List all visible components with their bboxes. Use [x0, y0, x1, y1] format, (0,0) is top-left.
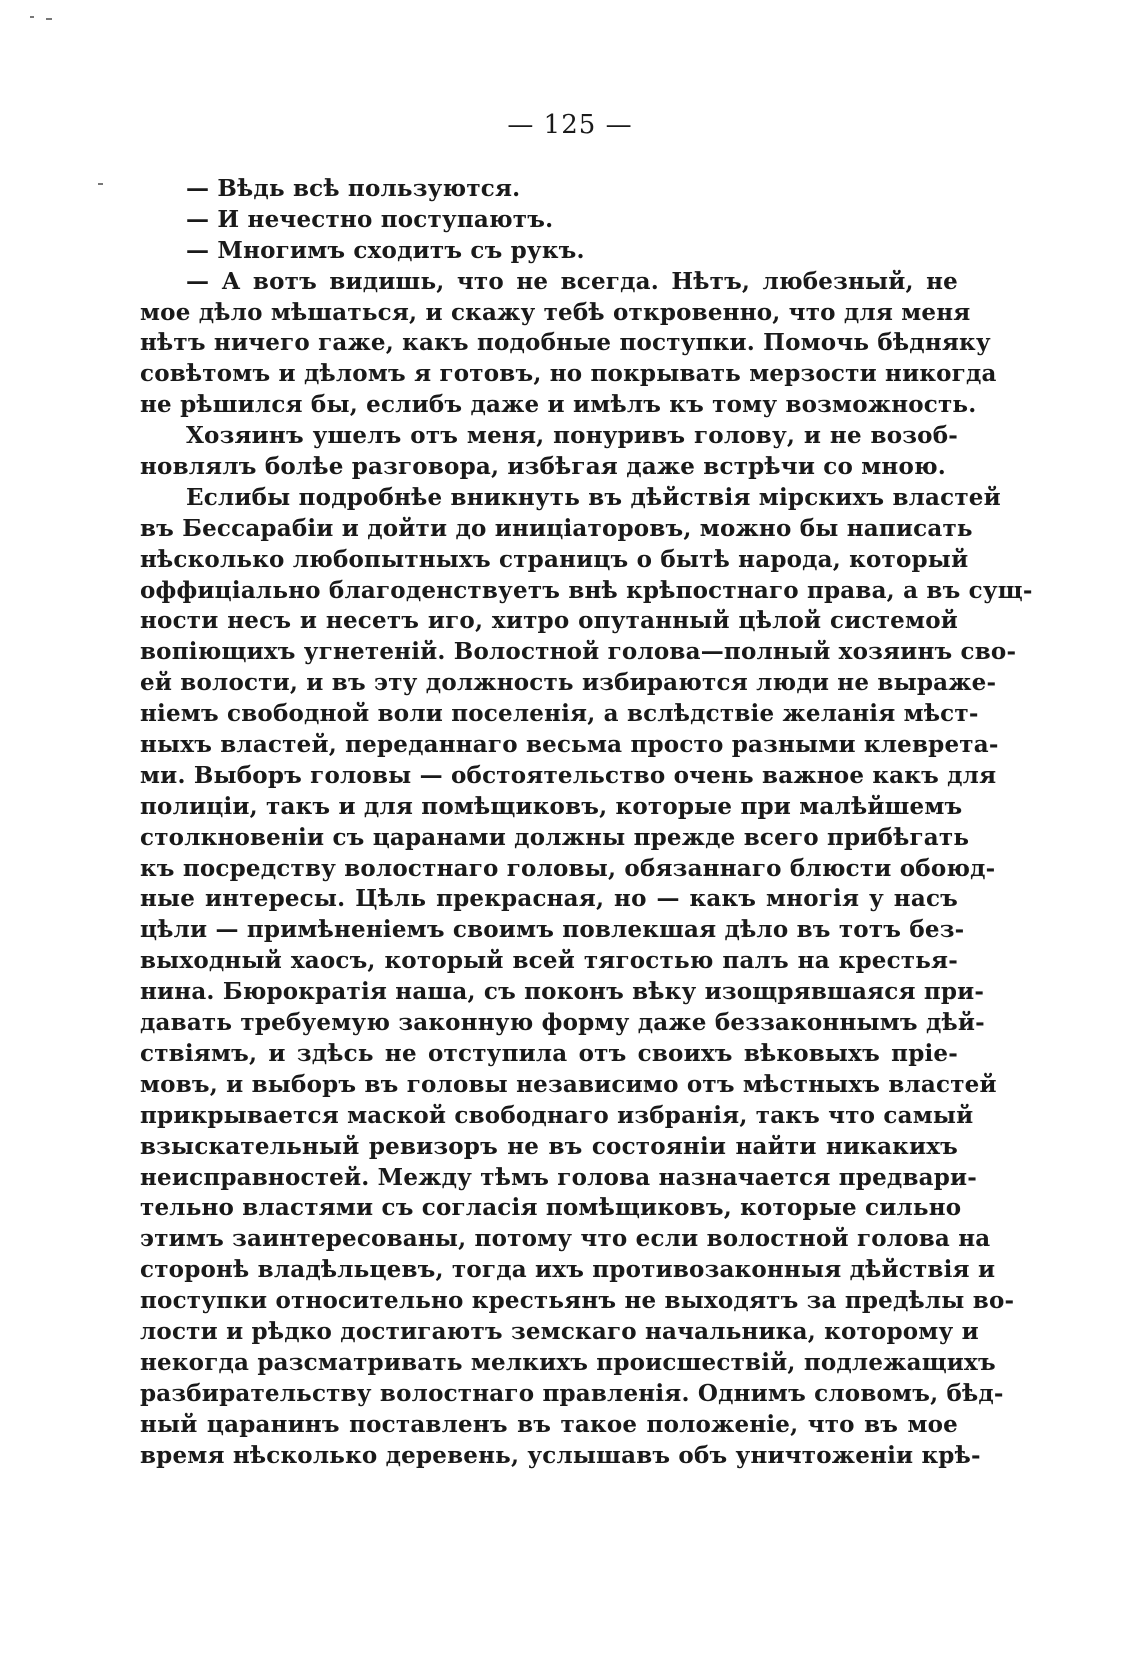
- text-line: нина. Бюрократія наша, съ поконъ вѣку изощрявшаяся при-: [140, 978, 985, 1006]
- text-line: въ Бессарабіи и дойти до иниціаторовъ, можно бы написать: [140, 514, 973, 542]
- text-line: — Вѣдь всѣ пользуются.: [186, 175, 521, 202]
- scan-speck: [98, 183, 103, 185]
- text-line: давать требуемую законную форму даже беззаконнымъ дѣй-: [140, 1009, 985, 1037]
- text-line: ствіямъ, и здѣсь не отступила отъ своихъ вѣковыхъ пріе-: [140, 1039, 958, 1067]
- text-line: полиціи, такъ и для помѣщиковъ, которые при малѣйшемъ: [140, 792, 963, 820]
- text-line: разбирательству волостнаго правленія. Однимъ словомъ, бѣд-: [140, 1379, 1004, 1407]
- text-line: взыскательный ревизоръ не въ состояніи найти никакихъ: [140, 1132, 958, 1160]
- text-line: этимъ заинтересованы, потому что если волостной голова на: [140, 1225, 991, 1253]
- text-line: тельно властями съ согласія помѣщиковъ, которые сильно: [140, 1194, 962, 1222]
- text-line: мовъ, и выборъ въ головы независимо отъ мѣстныхъ властей: [140, 1070, 997, 1098]
- text-line: некогда разсматривать мелкихъ происшествій, подлежащихъ: [140, 1348, 996, 1376]
- page-number: — 125 —: [507, 110, 633, 140]
- text-line: неисправностей. Между тѣмъ голова назначается предвари-: [140, 1163, 978, 1191]
- text-line: выходный хаосъ, который всей тягостью палъ на крестья-: [140, 947, 958, 975]
- text-line: прикрывается маской свободнаго избранія, такъ что самый: [140, 1101, 974, 1129]
- text-line: цѣли — примѣненіемъ своимъ повлекшая дѣло въ тотъ без-: [140, 916, 965, 944]
- text-line: мое дѣло мѣшаться, и скажу тебѣ откровенно, что для меня: [140, 298, 971, 326]
- text-line: Еслибы подробнѣе вникнуть въ дѣйствія мірскихъ властей: [186, 483, 1001, 511]
- text-line: ный царанинъ поставленъ въ такое положеніе, что въ мое: [140, 1410, 958, 1438]
- scan-speck: [46, 18, 52, 20]
- text-line: ми. Выборъ головы — обстоятельство очень важное какъ для: [140, 761, 997, 789]
- text-line: не рѣшился бы, еслибъ даже и имѣлъ къ тому возможность.: [140, 391, 977, 419]
- text-line: — И нечестно поступаютъ.: [186, 205, 554, 233]
- text-line: нѣсколько любопытныхъ страницъ о бытѣ народа, который: [140, 545, 969, 573]
- text-line: ныхъ властей, переданнаго весьма просто разными клеврета-: [140, 731, 999, 759]
- text-line: къ посредству волостнаго головы, обязаннаго блюсти обоюд-: [140, 854, 996, 882]
- text-line: — Многимъ сходитъ съ рукъ.: [186, 236, 585, 264]
- text-line: ности несъ и несетъ иго, хитро опутанный цѣлой системой: [140, 607, 958, 635]
- text-line: лости и рѣдко достигаютъ земскаго начальника, которому и: [140, 1317, 979, 1345]
- text-line: Хозяинъ ушелъ отъ меня, понуривъ голову, и не возоб-: [186, 422, 958, 450]
- body-text: [140, 174, 1033, 1471]
- text-line: ей волости, и въ эту должность избираются люди не выраже-: [140, 669, 997, 697]
- text-line: сторонѣ владѣльцевъ, тогда ихъ противозаконныя дѣйствія и: [140, 1256, 996, 1284]
- text-line: поступки относительно крестьянъ не выходятъ за предѣлы во-: [140, 1287, 1015, 1315]
- scan-speck: [30, 16, 34, 18]
- text-line: оффиціально благоденствуетъ внѣ крѣпостнаго права, а въ сущ-: [140, 576, 1033, 604]
- text-line: новлялъ болѣе разговора, избѣгая даже встрѣчи со мною.: [140, 453, 946, 481]
- text-line: совѣтомъ и дѣломъ я готовъ, но покрывать мерзости никогда: [140, 360, 997, 388]
- text-line: время нѣсколько деревень, услышавъ объ уничтоженіи крѣ-: [140, 1441, 981, 1469]
- text-line: столкновеніи съ царанами должны прежде всего прибѣгать: [140, 823, 970, 851]
- text-line: — А вотъ видишь, что не всегда. Нѣтъ, любезный, не: [186, 267, 958, 295]
- text-line: ные интересы. Цѣль прекрасная, но — какъ многія у насъ: [140, 885, 958, 913]
- text-line: нѣтъ ничего гаже, какъ подобные поступки. Помочь бѣдняку: [140, 329, 991, 357]
- text-line: вопіющихъ угнетеній. Волостной голова—полный хозяинъ сво-: [140, 638, 1017, 666]
- text-line: ніемъ свободной воли поселенія, а вслѣдствіе желанія мѣст-: [140, 700, 979, 728]
